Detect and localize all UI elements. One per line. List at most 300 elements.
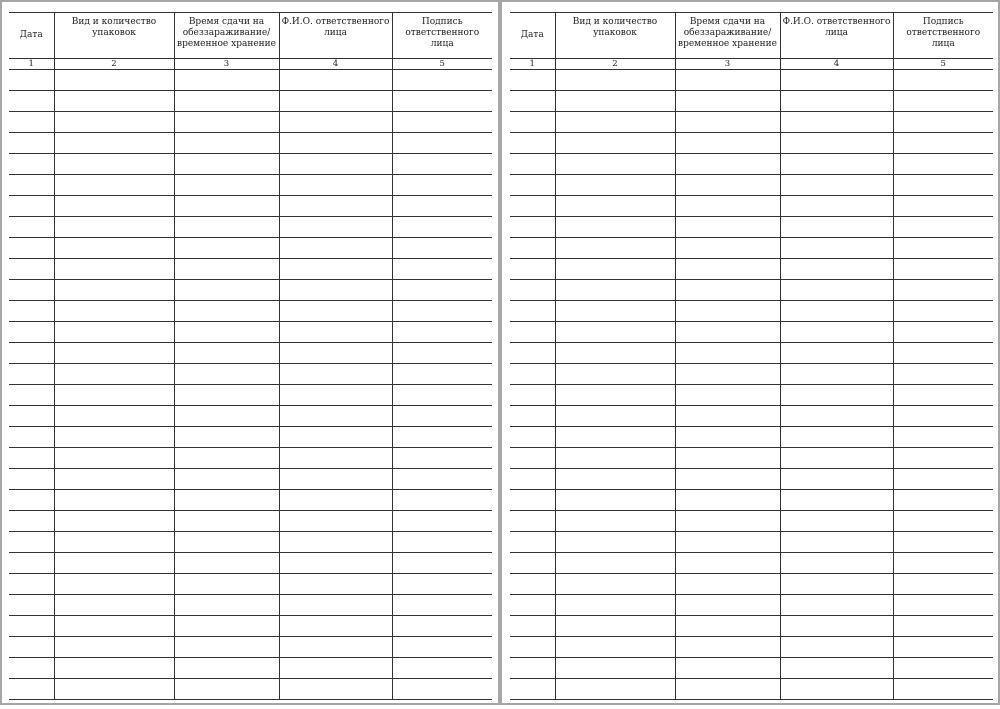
cell-date[interactable] [9, 427, 54, 448]
cell-person[interactable] [279, 469, 392, 490]
cell-packages[interactable] [54, 469, 174, 490]
cell-packages[interactable] [54, 364, 174, 385]
cell-date[interactable] [510, 427, 555, 448]
cell-person[interactable] [279, 196, 392, 217]
cell-packages[interactable] [555, 616, 675, 637]
cell-time[interactable] [174, 91, 279, 112]
cell-packages[interactable] [555, 154, 675, 175]
cell-packages[interactable] [54, 91, 174, 112]
cell-packages[interactable] [54, 658, 174, 679]
cell-date[interactable] [9, 553, 54, 574]
cell-time[interactable] [675, 469, 780, 490]
cell-signature[interactable] [392, 343, 492, 364]
cell-signature[interactable] [392, 490, 492, 511]
cell-signature[interactable] [893, 238, 993, 259]
cell-packages[interactable] [54, 637, 174, 658]
cell-packages[interactable] [555, 322, 675, 343]
cell-person[interactable] [279, 637, 392, 658]
cell-packages[interactable] [555, 385, 675, 406]
cell-packages[interactable] [555, 553, 675, 574]
cell-date[interactable] [510, 574, 555, 595]
cell-date[interactable] [510, 196, 555, 217]
cell-signature[interactable] [392, 469, 492, 490]
cell-time[interactable] [675, 490, 780, 511]
cell-packages[interactable] [555, 343, 675, 364]
cell-packages[interactable] [555, 259, 675, 280]
cell-person[interactable] [780, 658, 893, 679]
cell-packages[interactable] [54, 532, 174, 553]
cell-signature[interactable] [392, 427, 492, 448]
cell-time[interactable] [174, 574, 279, 595]
cell-date[interactable] [510, 238, 555, 259]
cell-packages[interactable] [54, 553, 174, 574]
cell-person[interactable] [780, 196, 893, 217]
cell-time[interactable] [675, 616, 780, 637]
cell-person[interactable] [780, 511, 893, 532]
cell-signature[interactable] [392, 406, 492, 427]
cell-signature[interactable] [893, 91, 993, 112]
cell-date[interactable] [510, 658, 555, 679]
cell-packages[interactable] [54, 175, 174, 196]
cell-person[interactable] [279, 70, 392, 91]
cell-packages[interactable] [54, 679, 174, 700]
cell-packages[interactable] [555, 238, 675, 259]
cell-packages[interactable] [54, 154, 174, 175]
cell-date[interactable] [9, 238, 54, 259]
cell-date[interactable] [510, 679, 555, 700]
cell-time[interactable] [174, 406, 279, 427]
cell-signature[interactable] [392, 532, 492, 553]
cell-date[interactable] [510, 406, 555, 427]
cell-packages[interactable] [54, 595, 174, 616]
cell-person[interactable] [780, 112, 893, 133]
cell-time[interactable] [174, 532, 279, 553]
cell-signature[interactable] [392, 91, 492, 112]
cell-signature[interactable] [893, 553, 993, 574]
cell-signature[interactable] [893, 595, 993, 616]
cell-person[interactable] [780, 385, 893, 406]
cell-time[interactable] [174, 343, 279, 364]
cell-person[interactable] [279, 322, 392, 343]
cell-packages[interactable] [54, 280, 174, 301]
cell-signature[interactable] [893, 448, 993, 469]
cell-packages[interactable] [54, 259, 174, 280]
cell-date[interactable] [510, 553, 555, 574]
cell-person[interactable] [279, 133, 392, 154]
cell-time[interactable] [174, 364, 279, 385]
cell-signature[interactable] [392, 553, 492, 574]
cell-person[interactable] [780, 553, 893, 574]
cell-date[interactable] [510, 154, 555, 175]
cell-signature[interactable] [392, 154, 492, 175]
cell-time[interactable] [174, 70, 279, 91]
cell-signature[interactable] [893, 343, 993, 364]
cell-signature[interactable] [893, 259, 993, 280]
cell-date[interactable] [510, 469, 555, 490]
cell-date[interactable] [510, 70, 555, 91]
cell-date[interactable] [510, 637, 555, 658]
cell-person[interactable] [279, 595, 392, 616]
cell-time[interactable] [174, 259, 279, 280]
cell-person[interactable] [279, 406, 392, 427]
cell-date[interactable] [9, 637, 54, 658]
cell-person[interactable] [279, 280, 392, 301]
cell-packages[interactable] [54, 322, 174, 343]
cell-date[interactable] [9, 70, 54, 91]
cell-date[interactable] [9, 259, 54, 280]
cell-time[interactable] [675, 70, 780, 91]
cell-date[interactable] [9, 679, 54, 700]
cell-packages[interactable] [555, 595, 675, 616]
cell-date[interactable] [9, 364, 54, 385]
cell-person[interactable] [279, 553, 392, 574]
cell-time[interactable] [174, 154, 279, 175]
cell-signature[interactable] [893, 511, 993, 532]
cell-person[interactable] [279, 259, 392, 280]
cell-person[interactable] [279, 511, 392, 532]
cell-person[interactable] [279, 679, 392, 700]
cell-signature[interactable] [392, 511, 492, 532]
cell-person[interactable] [780, 406, 893, 427]
cell-signature[interactable] [893, 406, 993, 427]
cell-time[interactable] [174, 112, 279, 133]
cell-date[interactable] [9, 175, 54, 196]
cell-signature[interactable] [893, 616, 993, 637]
cell-person[interactable] [279, 658, 392, 679]
cell-time[interactable] [174, 133, 279, 154]
cell-time[interactable] [675, 91, 780, 112]
cell-time[interactable] [675, 343, 780, 364]
cell-time[interactable] [174, 448, 279, 469]
cell-signature[interactable] [893, 385, 993, 406]
cell-signature[interactable] [893, 154, 993, 175]
cell-date[interactable] [510, 280, 555, 301]
cell-date[interactable] [9, 343, 54, 364]
cell-person[interactable] [780, 490, 893, 511]
cell-packages[interactable] [54, 217, 174, 238]
cell-time[interactable] [174, 301, 279, 322]
cell-person[interactable] [780, 175, 893, 196]
cell-time[interactable] [675, 448, 780, 469]
cell-packages[interactable] [555, 175, 675, 196]
cell-date[interactable] [510, 595, 555, 616]
cell-date[interactable] [510, 343, 555, 364]
cell-date[interactable] [510, 490, 555, 511]
cell-person[interactable] [780, 280, 893, 301]
cell-signature[interactable] [893, 322, 993, 343]
cell-person[interactable] [780, 532, 893, 553]
cell-packages[interactable] [555, 196, 675, 217]
cell-person[interactable] [780, 427, 893, 448]
cell-date[interactable] [510, 385, 555, 406]
cell-time[interactable] [675, 112, 780, 133]
cell-date[interactable] [510, 301, 555, 322]
cell-date[interactable] [9, 532, 54, 553]
cell-time[interactable] [174, 196, 279, 217]
cell-time[interactable] [675, 595, 780, 616]
cell-date[interactable] [510, 217, 555, 238]
cell-time[interactable] [675, 574, 780, 595]
cell-date[interactable] [9, 616, 54, 637]
cell-person[interactable] [780, 448, 893, 469]
cell-packages[interactable] [54, 385, 174, 406]
cell-packages[interactable] [54, 406, 174, 427]
cell-person[interactable] [279, 364, 392, 385]
cell-signature[interactable] [392, 70, 492, 91]
cell-packages[interactable] [555, 637, 675, 658]
cell-signature[interactable] [392, 364, 492, 385]
cell-time[interactable] [675, 532, 780, 553]
cell-signature[interactable] [392, 658, 492, 679]
cell-packages[interactable] [555, 448, 675, 469]
cell-time[interactable] [174, 385, 279, 406]
cell-time[interactable] [174, 490, 279, 511]
cell-time[interactable] [174, 637, 279, 658]
cell-date[interactable] [9, 448, 54, 469]
cell-packages[interactable] [54, 343, 174, 364]
cell-date[interactable] [9, 322, 54, 343]
cell-person[interactable] [279, 616, 392, 637]
cell-signature[interactable] [893, 301, 993, 322]
cell-person[interactable] [780, 343, 893, 364]
cell-packages[interactable] [555, 70, 675, 91]
cell-date[interactable] [9, 91, 54, 112]
cell-date[interactable] [510, 112, 555, 133]
cell-signature[interactable] [893, 70, 993, 91]
cell-person[interactable] [279, 217, 392, 238]
cell-signature[interactable] [392, 259, 492, 280]
cell-signature[interactable] [392, 322, 492, 343]
cell-time[interactable] [675, 385, 780, 406]
cell-date[interactable] [9, 301, 54, 322]
cell-time[interactable] [675, 280, 780, 301]
cell-person[interactable] [279, 343, 392, 364]
cell-date[interactable] [9, 154, 54, 175]
cell-packages[interactable] [555, 112, 675, 133]
cell-signature[interactable] [392, 112, 492, 133]
cell-packages[interactable] [555, 658, 675, 679]
cell-time[interactable] [174, 427, 279, 448]
cell-packages[interactable] [555, 490, 675, 511]
cell-signature[interactable] [392, 196, 492, 217]
cell-signature[interactable] [392, 385, 492, 406]
cell-signature[interactable] [893, 469, 993, 490]
cell-packages[interactable] [54, 574, 174, 595]
cell-date[interactable] [9, 511, 54, 532]
cell-date[interactable] [9, 280, 54, 301]
cell-person[interactable] [279, 175, 392, 196]
cell-date[interactable] [9, 133, 54, 154]
cell-person[interactable] [780, 133, 893, 154]
cell-time[interactable] [675, 217, 780, 238]
cell-person[interactable] [780, 679, 893, 700]
cell-time[interactable] [675, 301, 780, 322]
cell-signature[interactable] [392, 301, 492, 322]
cell-signature[interactable] [893, 637, 993, 658]
cell-time[interactable] [174, 511, 279, 532]
cell-time[interactable] [174, 595, 279, 616]
cell-date[interactable] [9, 406, 54, 427]
cell-signature[interactable] [893, 133, 993, 154]
cell-time[interactable] [675, 406, 780, 427]
cell-date[interactable] [510, 532, 555, 553]
cell-signature[interactable] [392, 637, 492, 658]
cell-signature[interactable] [392, 133, 492, 154]
cell-time[interactable] [675, 427, 780, 448]
cell-date[interactable] [510, 91, 555, 112]
cell-date[interactable] [510, 364, 555, 385]
cell-time[interactable] [174, 322, 279, 343]
cell-signature[interactable] [392, 280, 492, 301]
cell-date[interactable] [9, 658, 54, 679]
cell-packages[interactable] [54, 133, 174, 154]
cell-person[interactable] [279, 574, 392, 595]
cell-signature[interactable] [392, 175, 492, 196]
cell-time[interactable] [675, 658, 780, 679]
cell-date[interactable] [9, 112, 54, 133]
cell-date[interactable] [510, 133, 555, 154]
cell-packages[interactable] [54, 196, 174, 217]
cell-time[interactable] [675, 553, 780, 574]
cell-time[interactable] [675, 511, 780, 532]
cell-time[interactable] [174, 616, 279, 637]
cell-person[interactable] [279, 301, 392, 322]
cell-packages[interactable] [555, 532, 675, 553]
cell-person[interactable] [279, 427, 392, 448]
cell-date[interactable] [510, 322, 555, 343]
cell-time[interactable] [675, 196, 780, 217]
cell-signature[interactable] [893, 175, 993, 196]
cell-packages[interactable] [54, 490, 174, 511]
cell-signature[interactable] [392, 448, 492, 469]
cell-time[interactable] [174, 217, 279, 238]
cell-packages[interactable] [555, 133, 675, 154]
cell-date[interactable] [510, 448, 555, 469]
cell-person[interactable] [780, 301, 893, 322]
cell-person[interactable] [780, 322, 893, 343]
cell-time[interactable] [174, 679, 279, 700]
cell-packages[interactable] [54, 112, 174, 133]
cell-packages[interactable] [555, 679, 675, 700]
cell-packages[interactable] [555, 469, 675, 490]
cell-signature[interactable] [893, 490, 993, 511]
cell-date[interactable] [9, 574, 54, 595]
cell-person[interactable] [279, 238, 392, 259]
cell-person[interactable] [780, 91, 893, 112]
cell-packages[interactable] [555, 217, 675, 238]
cell-packages[interactable] [555, 280, 675, 301]
cell-person[interactable] [780, 154, 893, 175]
cell-time[interactable] [675, 637, 780, 658]
cell-packages[interactable] [555, 511, 675, 532]
cell-person[interactable] [780, 616, 893, 637]
cell-packages[interactable] [555, 364, 675, 385]
cell-signature[interactable] [893, 364, 993, 385]
cell-time[interactable] [675, 322, 780, 343]
cell-packages[interactable] [555, 574, 675, 595]
cell-person[interactable] [279, 112, 392, 133]
cell-time[interactable] [675, 175, 780, 196]
cell-person[interactable] [780, 469, 893, 490]
cell-time[interactable] [174, 658, 279, 679]
cell-date[interactable] [510, 511, 555, 532]
cell-date[interactable] [9, 196, 54, 217]
cell-time[interactable] [174, 280, 279, 301]
cell-packages[interactable] [555, 427, 675, 448]
cell-signature[interactable] [392, 679, 492, 700]
cell-person[interactable] [279, 448, 392, 469]
cell-packages[interactable] [555, 91, 675, 112]
cell-date[interactable] [510, 175, 555, 196]
cell-packages[interactable] [54, 616, 174, 637]
cell-person[interactable] [279, 91, 392, 112]
cell-packages[interactable] [555, 406, 675, 427]
cell-time[interactable] [174, 175, 279, 196]
cell-packages[interactable] [54, 301, 174, 322]
cell-date[interactable] [510, 259, 555, 280]
cell-person[interactable] [780, 70, 893, 91]
cell-signature[interactable] [893, 427, 993, 448]
cell-signature[interactable] [893, 217, 993, 238]
cell-person[interactable] [780, 574, 893, 595]
cell-signature[interactable] [893, 280, 993, 301]
cell-date[interactable] [9, 469, 54, 490]
cell-time[interactable] [675, 364, 780, 385]
cell-person[interactable] [279, 385, 392, 406]
cell-time[interactable] [675, 154, 780, 175]
cell-signature[interactable] [893, 679, 993, 700]
cell-date[interactable] [9, 595, 54, 616]
cell-person[interactable] [279, 532, 392, 553]
cell-packages[interactable] [54, 427, 174, 448]
cell-packages[interactable] [54, 70, 174, 91]
cell-signature[interactable] [893, 532, 993, 553]
cell-signature[interactable] [893, 658, 993, 679]
cell-signature[interactable] [893, 574, 993, 595]
cell-time[interactable] [675, 679, 780, 700]
cell-date[interactable] [9, 385, 54, 406]
cell-person[interactable] [279, 490, 392, 511]
cell-person[interactable] [780, 637, 893, 658]
cell-person[interactable] [780, 217, 893, 238]
cell-packages[interactable] [54, 238, 174, 259]
cell-date[interactable] [9, 217, 54, 238]
cell-time[interactable] [174, 553, 279, 574]
cell-person[interactable] [780, 364, 893, 385]
cell-date[interactable] [9, 490, 54, 511]
cell-signature[interactable] [392, 238, 492, 259]
cell-person[interactable] [780, 238, 893, 259]
cell-time[interactable] [675, 133, 780, 154]
cell-time[interactable] [174, 469, 279, 490]
cell-packages[interactable] [54, 511, 174, 532]
cell-signature[interactable] [893, 112, 993, 133]
cell-packages[interactable] [555, 301, 675, 322]
cell-packages[interactable] [54, 448, 174, 469]
cell-time[interactable] [675, 238, 780, 259]
cell-signature[interactable] [392, 217, 492, 238]
cell-person[interactable] [780, 259, 893, 280]
cell-time[interactable] [675, 259, 780, 280]
cell-person[interactable] [780, 595, 893, 616]
cell-signature[interactable] [893, 196, 993, 217]
cell-person[interactable] [279, 154, 392, 175]
cell-signature[interactable] [392, 574, 492, 595]
cell-time[interactable] [174, 238, 279, 259]
cell-date[interactable] [510, 616, 555, 637]
cell-signature[interactable] [392, 595, 492, 616]
cell-signature[interactable] [392, 616, 492, 637]
